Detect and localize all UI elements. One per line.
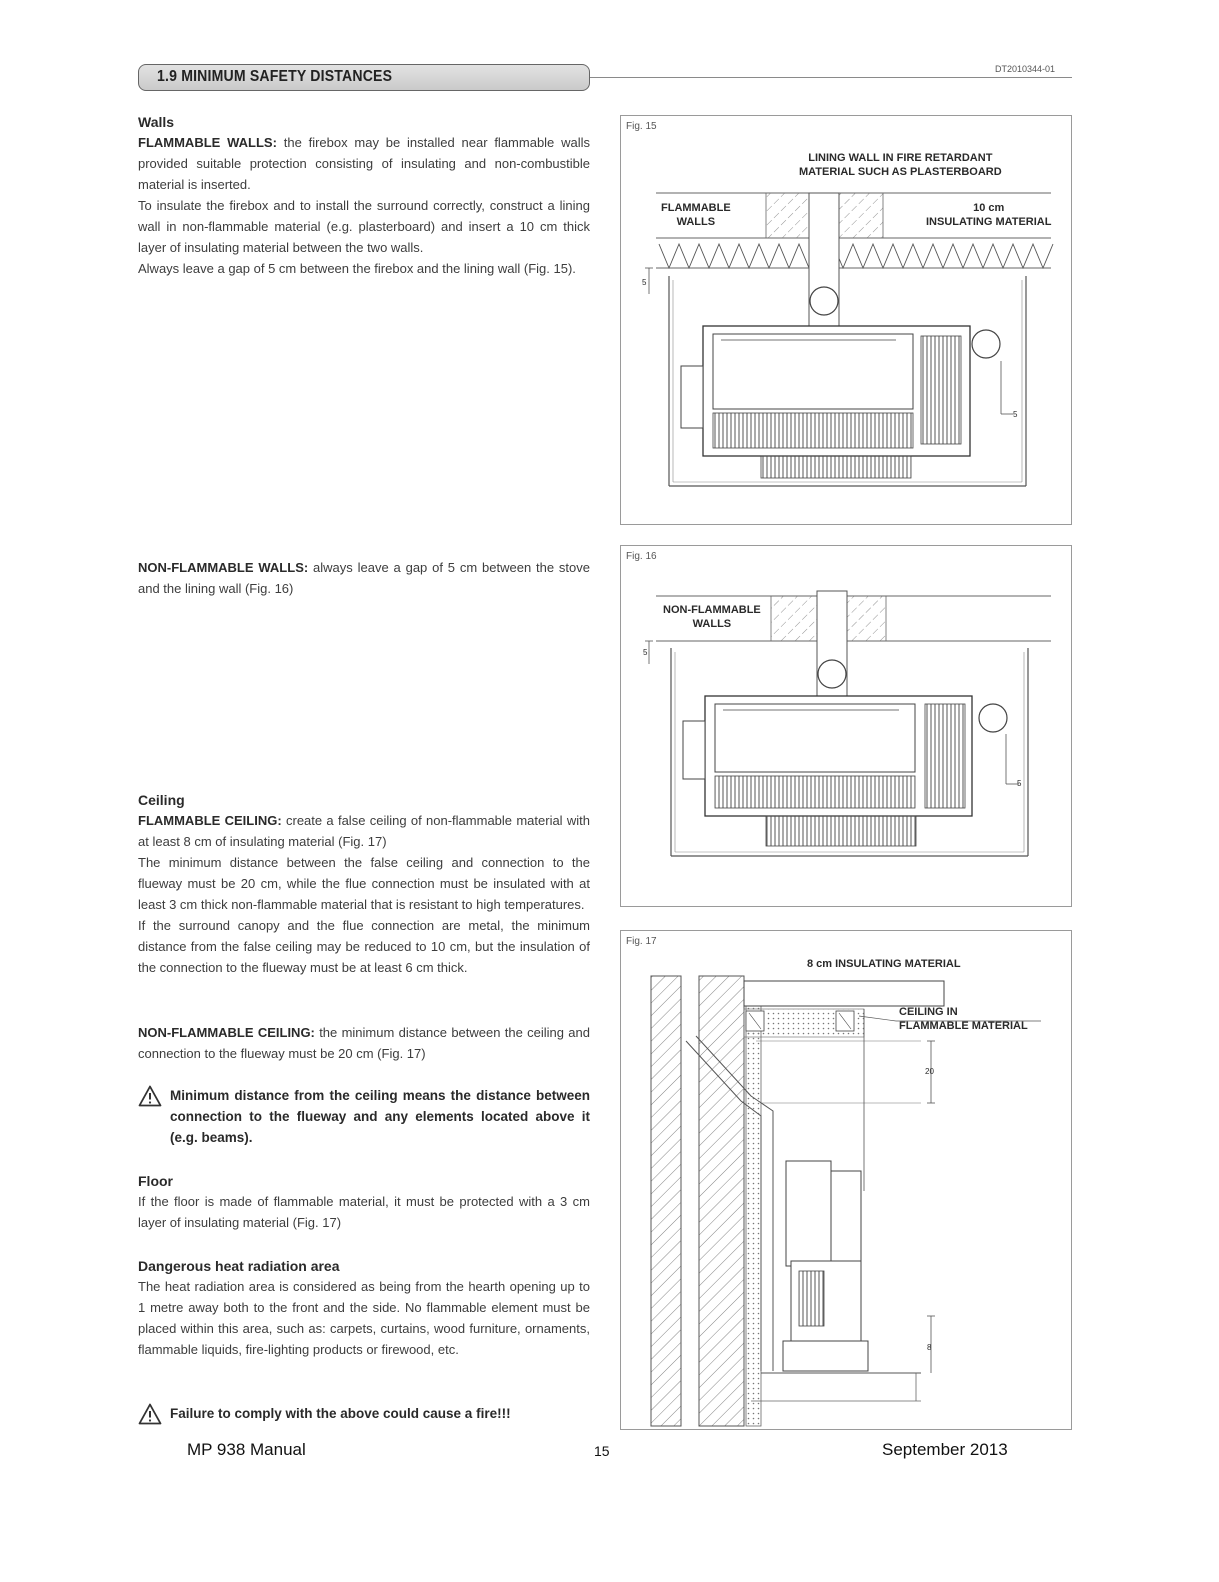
- radiation-heading: Dangerous heat radiation area: [138, 1258, 340, 1274]
- figure-16-label: Fig. 16: [626, 551, 657, 562]
- fig15-flammable-walls-label: FLAMMABLE WALLS: [661, 202, 731, 228]
- walls-section: [138, 112, 590, 279]
- min-distance-paragraph: The minimum distance between the false ceiling and connection to the flueway must be 20 cm, while the flue connection must be insulated with at least 3 cm thick non-flammable material that is resistant to high temperatures.: [138, 855, 590, 912]
- figure-16: [620, 545, 1072, 907]
- metal-connection-paragraph: If the surround canopy and the flue connection are metal, the minimum distance from the false ceiling may be reduced to 10 cm, but the insulation of the connection to the flueway must be at least 6 cm thick.: [138, 918, 590, 975]
- fig17-ceiling-label: CEILING IN FLAMMABLE MATERIAL: [899, 1006, 1028, 1032]
- fig17-dim-bottom: 8: [927, 1343, 932, 1352]
- document-code: DT2010344-01: [995, 64, 1056, 74]
- radiation-section: [138, 1256, 590, 1360]
- ceiling-section: [138, 790, 590, 978]
- ceiling-warning-text: Minimum distance from the ceiling means the distance between connection to the flueway and any elements located above it (e.g. beams).: [170, 1088, 590, 1145]
- figure-15-label: Fig. 15: [626, 121, 657, 132]
- warning-icon: [138, 1085, 162, 1107]
- figure-15: [620, 115, 1072, 525]
- fig15-dim-right: 5: [1013, 410, 1018, 419]
- fig15-lining-wall-label: LINING WALL IN FIRE RETARDANT MATERIAL SUCH AS PLASTERBOARD: [799, 152, 1002, 178]
- gap-paragraph: Always leave a gap of 5 cm between the firebox and the lining wall (Fig. 15).: [138, 261, 576, 276]
- nonflammable-walls-section: [138, 557, 590, 599]
- ceiling-warning: [138, 1085, 590, 1148]
- footer-page-number: 15: [594, 1443, 610, 1459]
- nonflammable-walls-label: NON-FLAMMABLE WALLS:: [138, 560, 309, 575]
- nonflammable-ceiling-paragraph: [138, 1022, 590, 1064]
- figure-17: [620, 930, 1072, 1430]
- nonflammable-walls-text: always leave a gap of 5 cm between the stove and the lining wall (Fig. 16): [138, 560, 591, 596]
- fig16-dim-left: 5: [643, 648, 648, 657]
- flammable-ceiling-label: FLAMMABLE CEILING:: [138, 813, 282, 828]
- flammable-ceiling-paragraph: [138, 810, 590, 852]
- floor-section: [138, 1171, 590, 1233]
- fire-warning: [138, 1403, 590, 1424]
- fig15-insulating-label: 10 cm INSULATING MATERIAL: [926, 202, 1052, 228]
- flammable-ceiling-text: create a false ceiling of non-flammable material with at least 8 cm of insulating material (Fig. 17): [138, 813, 590, 849]
- section-title: 1.9 MINIMUM SAFETY DISTANCES: [157, 68, 393, 85]
- fig15-dim-left: 5: [642, 278, 647, 287]
- section-header-bar: [138, 64, 590, 91]
- figure-17-label: Fig. 17: [626, 936, 657, 947]
- fire-warning-text: Failure to comply with the above could cause a fire!!!: [170, 1406, 511, 1421]
- fig16-dim-right: 5: [1017, 779, 1022, 788]
- flammable-walls-label: FLAMMABLE WALLS:: [138, 135, 277, 150]
- fig17-insulating-label: 8 cm INSULATING MATERIAL: [807, 958, 961, 970]
- figure-16-diagram: [621, 546, 1073, 908]
- floor-paragraph: If the floor is made of flammable material, it must be protected with a 3 cm layer of insulating material (Fig. 17): [138, 1194, 590, 1230]
- flammable-walls-paragraph: [138, 132, 590, 195]
- floor-heading: Floor: [138, 1173, 173, 1189]
- flammable-walls-text: the firebox may be installed near flammable walls provided suitable protection consisting of insulating and non-combustible material is inserted.: [138, 135, 590, 192]
- nonflammable-ceiling-label: NON-FLAMMABLE CEILING:: [138, 1025, 315, 1040]
- header-rule: [590, 77, 1072, 78]
- nonflammable-ceiling-text: the minimum distance between the ceiling and connection to the flueway must be 20 cm (Fig. 17): [138, 1025, 590, 1061]
- radiation-paragraph: The heat radiation area is considered as being from the hearth opening up to 1 metre away both to the front and the side. No flammable element must be placed within this area, such as: carpets, curtains, wood furniture, ornaments, flammable liquids, fire-lighting products or firewood, etc.: [138, 1279, 590, 1357]
- insulate-paragraph: To insulate the firebox and to install the surround correctly, construct a lining wall in non-flammable material (e.g. plasterboard) and insert a 10 cm thick layer of insulating material between the two walls.: [138, 198, 590, 255]
- nonflammable-walls-paragraph: [138, 557, 590, 599]
- footer-date: September 2013: [882, 1440, 1008, 1459]
- fig17-dim-top: 20: [925, 1067, 934, 1076]
- walls-heading: Walls: [138, 114, 175, 130]
- warning-icon: [138, 1403, 162, 1425]
- fig16-nonflammable-walls-label: NON-FLAMMABLE WALLS: [663, 604, 761, 630]
- ceiling-heading: Ceiling: [138, 792, 185, 808]
- footer-manual-name: MP 938 Manual: [187, 1440, 306, 1459]
- nonflammable-ceiling-section: [138, 1022, 590, 1064]
